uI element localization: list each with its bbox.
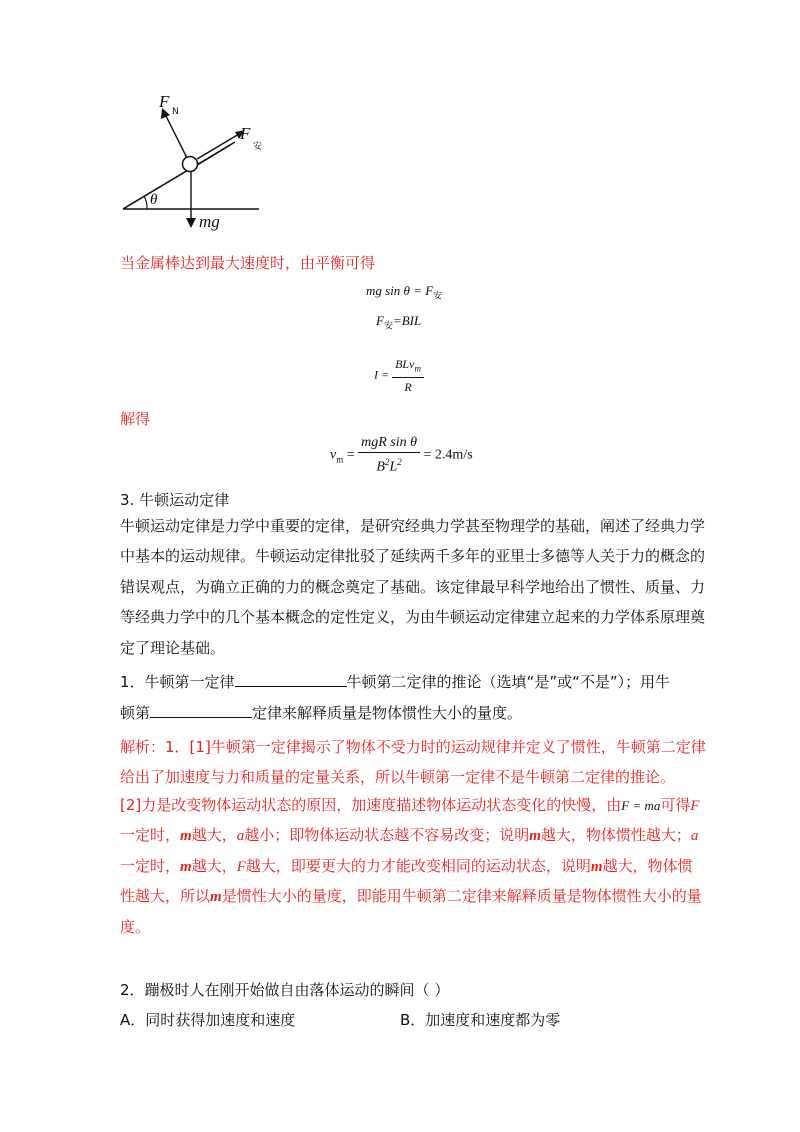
q1-text-b: 牛顿第二定律的推论（选填“是”或“不是”）；用牛 — [346, 673, 671, 691]
eq4-fraction — [358, 434, 420, 477]
fn-label: F — [159, 92, 170, 111]
eq4-v: v — [330, 447, 337, 463]
question-2-stem: 2．蹦极时人在刚开始做自由落体运动的瞬间（ ） — [120, 981, 450, 999]
q1-blank-1[interactable] — [235, 669, 347, 687]
eq1-lhs: mg sin θ = F — [366, 283, 434, 298]
solve-label: 解得 — [120, 410, 151, 428]
equation-3 — [374, 355, 424, 396]
fn-label-sub: N — [172, 107, 179, 117]
analysis-line-4: 一定时，m越大，a越小；即物体运动状态越不容易改变；说明m越大，物体惯性越大；a — [120, 826, 699, 844]
eq3-lhs: I = — [374, 367, 390, 382]
paragraph-line-5: 定了理论基础。 — [120, 639, 226, 657]
eq4-v-sub: m — [336, 454, 344, 465]
analysis-line-3: [2]力是改变物体运动状态的原因，加速度描述物体运动状态变化的快慢，由F = ma可得F — [120, 796, 700, 814]
analysis-line-7: 度。 — [120, 918, 151, 936]
analysis-line-6: 性越大，所以m是惯性大小的量度，即能用牛顿第二定律来解释质量是物体惯性大小的量 — [120, 887, 702, 905]
paragraph-line-3: 错误观点，为确立正确的力的概念奠定了基础。该定律最早科学地给出了惯性、质量、力 — [120, 578, 706, 596]
rail-line — [194, 142, 235, 167]
eq3-num: BLv$_m$ — [392, 355, 424, 378]
eq4-den: $B^2L^2$ — [376, 457, 402, 475]
force-diagram-svg — [115, 88, 275, 238]
section-title: 3. 牛顿运动定律 — [120, 491, 230, 509]
question-2-option-b[interactable]: B．加速度和速度都为零 — [400, 1011, 561, 1029]
paragraph-line-2: 中基本的运动规律。牛顿运动定律批驳了延续两千多年的亚里士多德等人关于力的概念的 — [120, 547, 706, 565]
q1-blank-2[interactable] — [150, 700, 252, 718]
equation-1 — [366, 283, 442, 302]
mg-label: mg — [199, 212, 220, 231]
mg-arrowhead — [186, 218, 196, 228]
analysis-line-1: 解析：1．[1]牛顿第一定律揭示了物体不受力时的运动规律并定义了惯性，牛顿第二定律 — [120, 738, 706, 756]
f-an-arrow-line — [197, 134, 239, 159]
equation-2 — [376, 313, 421, 332]
formula-f-ma: F = ma — [621, 798, 661, 813]
eq2-rhs: =BIL — [392, 313, 422, 328]
theta-label: θ — [150, 192, 158, 208]
analysis-line-5: 一定时，m越大，F越大，即要更大的力才能改变相同的运动状态，说明m越大，物体惯 — [120, 857, 693, 875]
eq2-f: F — [376, 313, 384, 328]
force-diagram — [115, 88, 275, 238]
fn-arrow-line — [166, 116, 187, 158]
eq4-rhs: = 2.4m/s — [423, 447, 473, 463]
fa-label: F — [240, 124, 251, 143]
rod-circle — [183, 157, 198, 172]
eq3-den: R — [404, 380, 412, 395]
angle-arc — [144, 196, 147, 209]
solution-intro: 当金属棒达到最大速度时，由平衡可得 — [120, 254, 376, 272]
fa-label-sub: 安 — [253, 142, 263, 152]
q1-text-d: 定律来解释质量是物体惯性大小的量度。 — [252, 704, 523, 722]
q1-text-c: 顿第 — [120, 704, 151, 722]
question-1-line-1 — [120, 668, 670, 696]
analysis-line-2: 给出了加速度与力和质量的定量关系，所以牛顿第一定律不是牛顿第二定律的推论。 — [120, 768, 676, 786]
eq2-sub: 安 — [383, 320, 393, 331]
q1-text-a: 1．牛顿第一定律 — [120, 673, 235, 691]
question-1-line-2 — [120, 699, 522, 727]
equation-4: $v_m$ = $\frac{\text{mgR sin θ}}{B^2L^2}$ = 2.4m/s — [330, 435, 473, 475]
eq1-sub: 安 — [433, 290, 443, 301]
eq3-fraction — [392, 355, 424, 396]
eq4-num: mgR sin θ — [358, 434, 420, 453]
question-2-option-a[interactable]: A．同时获得加速度和速度 — [120, 1011, 296, 1029]
paragraph-line-1: 牛顿运动定律是力学中重要的定律，是研究经典力学甚至物理学的基础，阐述了经典力学 — [120, 517, 706, 535]
paragraph-line-4: 等经典力学中的几个基本概念的定性定义，为由牛顿运动定律建立起来的力学体系原理奠 — [120, 608, 706, 626]
